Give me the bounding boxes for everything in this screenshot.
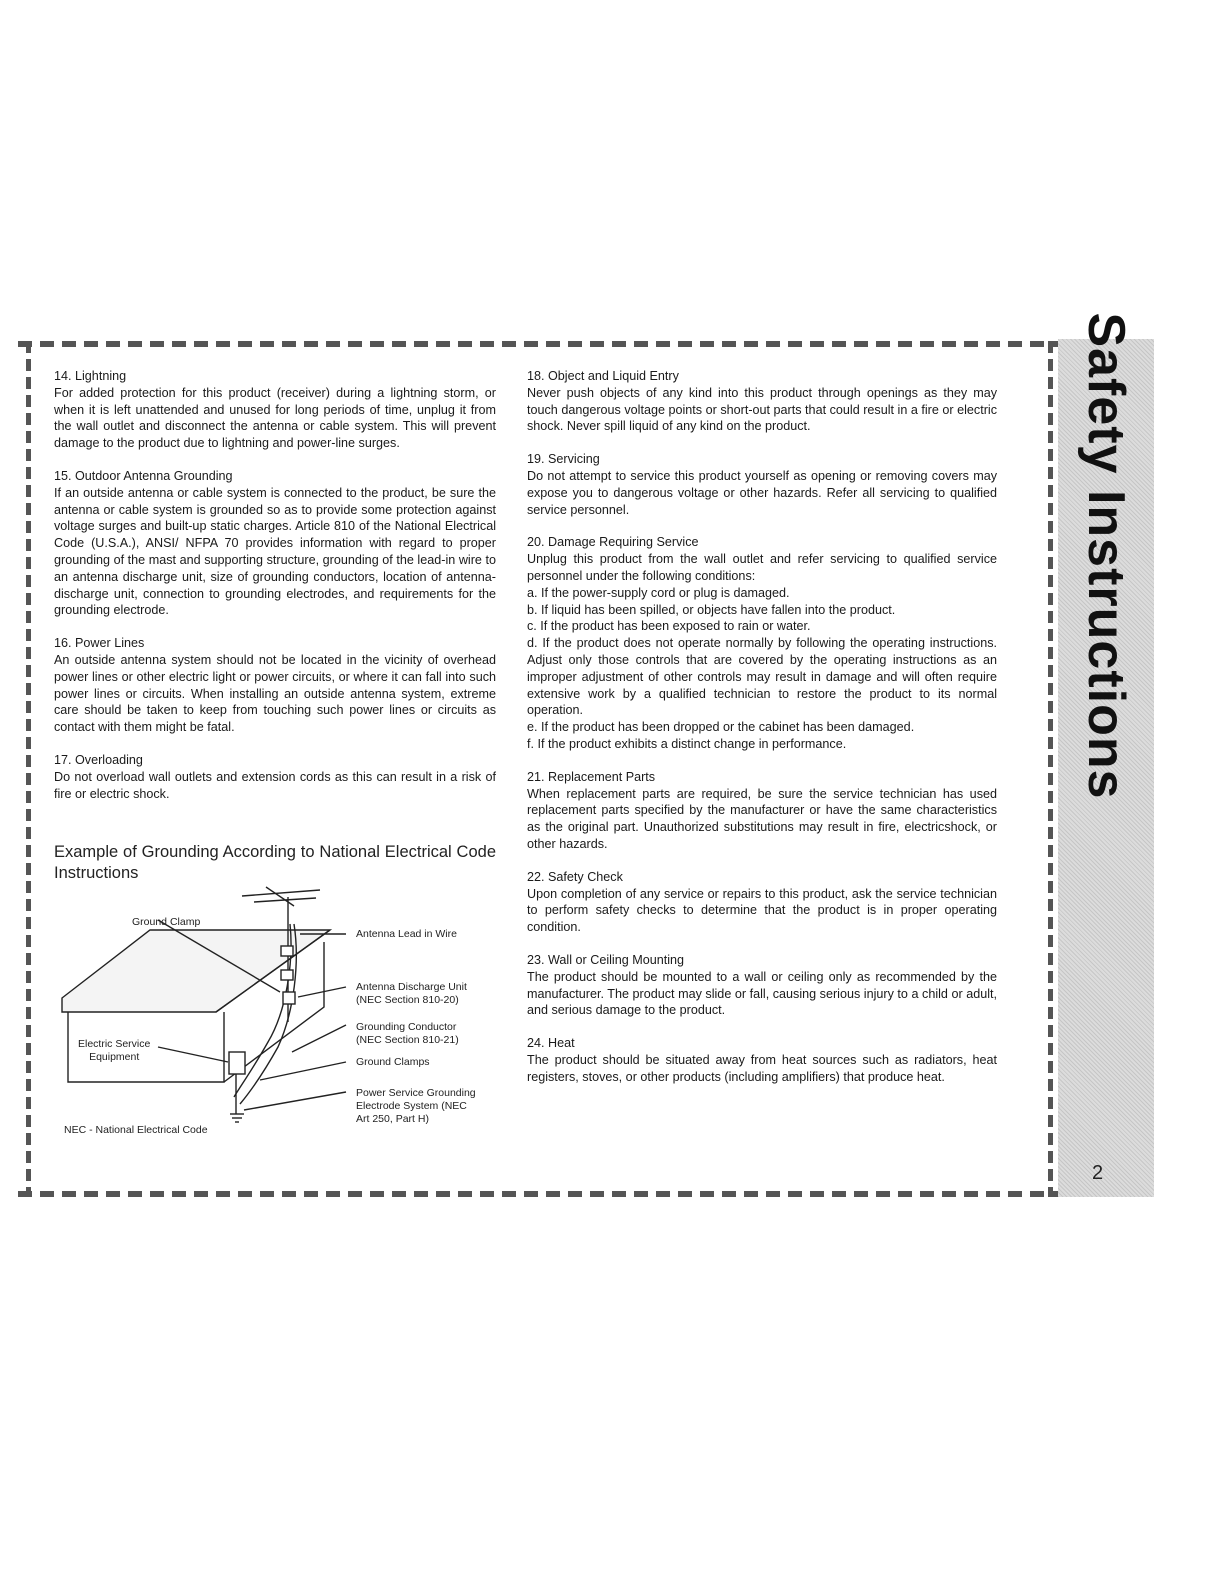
list-item: c. If the product has been exposed to rain or water. bbox=[527, 619, 811, 634]
section-body: When replacement parts are required, be sure the service technician has used replacement parts specified by the manufacturer or have the same characteristics as the original part. Unauthorized substitutions may result in fire, electricshock, or other hazards. bbox=[527, 786, 997, 851]
left-column bbox=[54, 368, 496, 818]
electric-service-box bbox=[229, 1052, 245, 1074]
label-nec-note: NEC - National Electrical Code bbox=[64, 1124, 208, 1136]
frame-border-right bbox=[1048, 341, 1053, 1197]
section-title: 24. Heat bbox=[527, 1036, 575, 1051]
ground-clamp-box bbox=[281, 946, 293, 956]
page-number: 2 bbox=[1092, 1162, 1104, 1184]
list-item: f. If the product exhibits a distinct change in performance. bbox=[527, 736, 847, 751]
label-ground-clamp: Ground Clamp bbox=[132, 916, 201, 928]
list-item: d. If the product does not operate normally by following the operating instructions. Adjust only those controls that are covered by the operating instructions as an improper adjustment of other controls may result in damage and will often require extensive work by a qualified technician to restore the product to its normal operation. bbox=[527, 636, 997, 718]
label-electric-service-equipment: Electric Service Equipment bbox=[78, 1038, 151, 1063]
sidebar-title: Safety Instructions bbox=[1077, 312, 1135, 800]
list-item: e. If the product has been dropped or the cabinet has been damaged. bbox=[527, 720, 915, 735]
label-antenna-lead-in-wire: Antenna Lead in Wire bbox=[356, 928, 457, 940]
section-title: 20. Damage Requiring Service bbox=[527, 535, 699, 550]
right-column bbox=[527, 368, 997, 1101]
section-title: 15. Outdoor Antenna Grounding bbox=[54, 468, 233, 483]
section-overloading bbox=[54, 752, 496, 802]
section-title: 21. Replacement Parts bbox=[527, 769, 656, 784]
section-title: 18. Object and Liquid Entry bbox=[527, 369, 679, 383]
section-replacement-parts bbox=[527, 769, 997, 853]
grounding-diagram bbox=[54, 882, 504, 1142]
label-antenna-discharge-unit: Antenna Discharge Unit (NEC Section 810-20) bbox=[356, 981, 467, 1006]
section-object-liquid-entry bbox=[527, 368, 997, 435]
section-servicing bbox=[527, 451, 997, 518]
section-title: 14. Lightning bbox=[54, 369, 127, 383]
grounding-example-heading: Example of Grounding According to National Electrical Code Instructions bbox=[54, 843, 496, 882]
section-title: 16. Power Lines bbox=[54, 636, 145, 651]
section-title: 19. Servicing bbox=[527, 452, 600, 467]
section-body: The product should be situated away from heat sources such as radiators, heat registers, stoves, or other products (including amplifiers) that produce heat. bbox=[527, 1052, 997, 1084]
section-body: Never push objects of any kind into this product through openings as they may touch dangerous voltage points or short-out parts that could result in a fire or electric shock. Never spill liquid of any kind on the product. bbox=[527, 385, 997, 434]
section-body: Unplug this product from the wall outlet and refer servicing to qualified service personnel under the following conditions: bbox=[527, 552, 997, 583]
list-item: a. If the power-supply cord or plug is damaged. bbox=[527, 585, 790, 600]
section-body: An outside antenna system should not be located in the vicinity of overhead power lines or other electric light or power circuits, or where it can fall into such power lines or circuits. When installing an outside antenna system, extreme care should be taken to keep from touching such power lines or circuits as contact with them might be fatal. bbox=[54, 652, 496, 735]
label-grounding-conductor: Grounding Conductor (NEC Section 810-21) bbox=[356, 1021, 459, 1046]
section-outdoor-antenna-grounding bbox=[54, 468, 496, 619]
section-wall-ceiling-mounting bbox=[527, 952, 997, 1019]
section-body: Do not attempt to service this product yourself as opening or removing covers may expose you to dangerous voltage or other hazards. Refer all servicing to qualified service personnel. bbox=[527, 468, 997, 517]
list-item: b. If liquid has been spilled, or objects have fallen into the product. bbox=[527, 602, 896, 617]
section-heat bbox=[527, 1035, 997, 1085]
section-body: The product should be mounted to a wall or ceiling only as recommended by the manufacturer. The product may slide or fall, causing serious injury to a child or adult, and serious damage to the product. bbox=[527, 969, 997, 1018]
section-body: Do not overload wall outlets and extension cords as this can result in a risk of fire or electric shock. bbox=[54, 769, 496, 801]
section-power-lines bbox=[54, 635, 496, 736]
section-title: 23. Wall or Ceiling Mounting bbox=[527, 952, 685, 967]
frame-border-top bbox=[18, 341, 1058, 347]
condition-list bbox=[527, 585, 997, 753]
section-body: Upon completion of any service or repairs to this product, ask the service technician to perform safety checks to determine that the product is in proper operating condition. bbox=[527, 886, 997, 935]
section-title: 17. Overloading bbox=[54, 752, 143, 767]
label-ground-clamps: Ground Clamps bbox=[356, 1056, 430, 1068]
section-safety-check bbox=[527, 869, 997, 936]
section-body: If an outside antenna or cable system is connected to the product, be sure the antenna or cable system is grounded so as to provide some protection against voltage surges and built-up static charges. Article 810 of the National Electrical Code (U.S.A.), ANSI/ NFPA 70 provides information with regard to proper grounding of the mast and supporting structure, grounding of the lead-in wire to an antenna discharge unit, size of grounding conductors, location of antenna-discharge unit, connection to grounding electrodes, and requirements for the grounding electrode. bbox=[54, 485, 496, 618]
section-title: 22. Safety Check bbox=[527, 869, 623, 884]
section-damage-requiring-service bbox=[527, 534, 997, 752]
section-body: For added protection for this product (receiver) during a lightning storm, or when it is left unattended and unused for long periods of time, unplug it from the wall outlet and disconnect the antenna or cable system. This will prevent damage to the product due to lightning and power-line surges. bbox=[54, 385, 496, 451]
antenna-discharge-unit bbox=[283, 992, 295, 1004]
frame-border-left bbox=[26, 341, 31, 1197]
label-power-service-grounding: Power Service Grounding Electrode System (NEC Art 250, Part H) bbox=[356, 1087, 476, 1125]
frame-border-bottom bbox=[18, 1191, 1058, 1197]
section-lightning bbox=[54, 368, 496, 452]
